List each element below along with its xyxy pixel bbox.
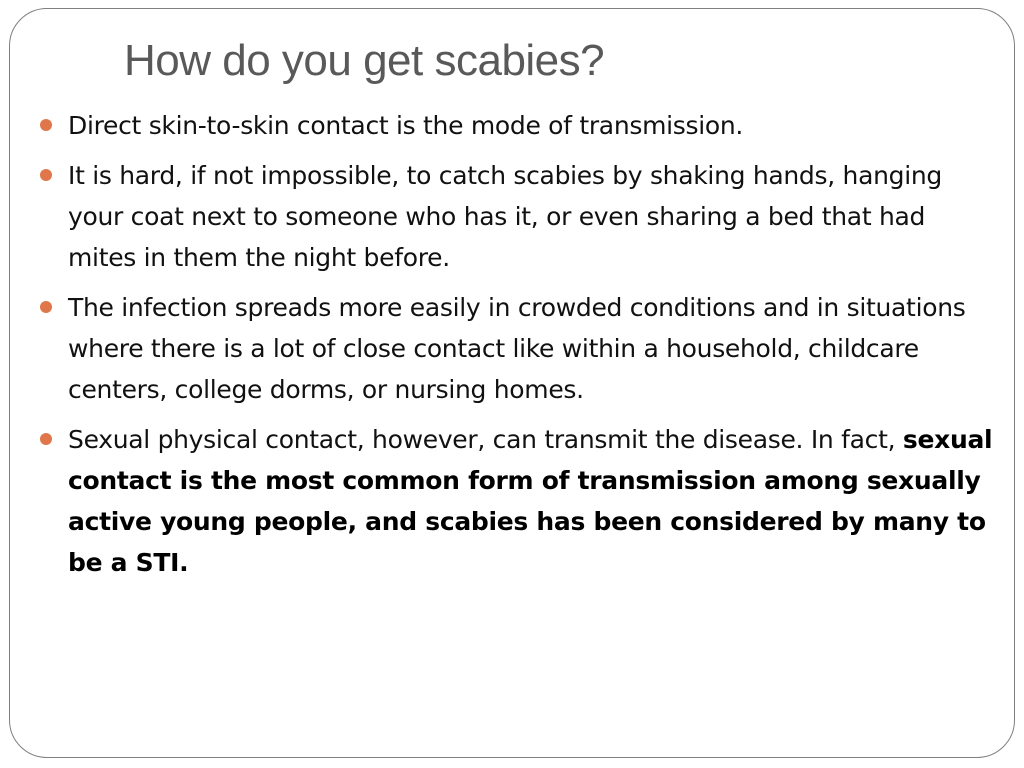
bullet-dot-icon: [40, 301, 52, 313]
bullet-text: The infection spreads more easily in crowded conditions and in situations where there is a lot of close contact like within a household, childcare centers, college dorms, or nursing homes.: [68, 293, 966, 404]
slide-title: How do you get scabies?: [124, 36, 605, 85]
bullet-text: Direct skin-to-skin contact is the mode of transmission.: [68, 111, 744, 140]
bullet-item-crowded-conditions: [38, 287, 998, 410]
bullet-dot-icon: [40, 169, 52, 181]
bullet-item-sexual-contact: [38, 419, 998, 583]
bullet-dot-icon: [40, 433, 52, 445]
bullet-text-normal: Sexual physical contact, however, can transmit the disease. In fact,: [68, 425, 903, 454]
bullet-list: [38, 105, 998, 592]
bullet-item-direct-contact: [38, 105, 998, 146]
bullet-item-hard-to-catch: [38, 155, 998, 278]
slide-frame: [9, 8, 1015, 758]
bullet-text-emphasis: sexual contact is the most common form of transmission among sexually active young people, and scabies has been considered by many to be a STI.: [68, 425, 993, 577]
bullet-dot-icon: [40, 119, 52, 131]
bullet-text: It is hard, if not impossible, to catch scabies by shaking hands, hanging your coat next to someone who has it, or even sharing a bed that had mites in them the night before.: [68, 161, 942, 272]
